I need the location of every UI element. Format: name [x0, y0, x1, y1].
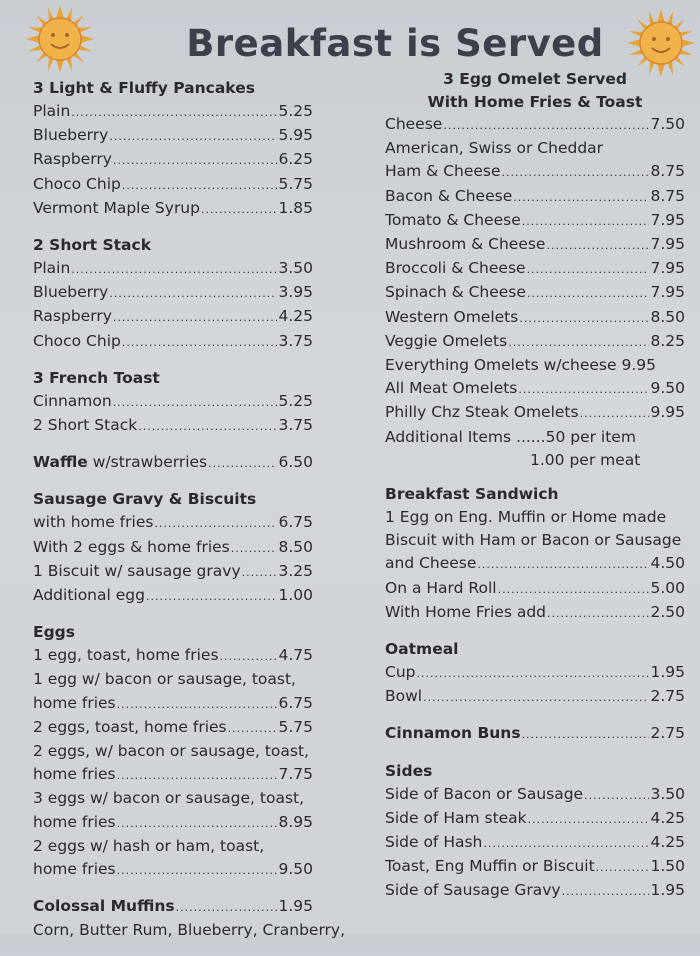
dot-leader	[584, 784, 649, 807]
section-title: Eggs	[33, 623, 76, 642]
item-name: Additional egg	[33, 586, 145, 605]
item-name: home fries	[33, 860, 116, 879]
item-name: Vermont Maple Syrup	[33, 198, 200, 217]
right-column	[385, 68, 685, 917]
eggs-section	[33, 621, 313, 882]
item-name: Choco Chip	[33, 331, 121, 350]
dot-leader	[527, 282, 650, 305]
section-title: 3 Light & Fluffy Pancakes	[33, 79, 255, 97]
item-price: 7.75	[278, 765, 313, 784]
item-name: Cheese	[385, 115, 443, 133]
item-name: All Meat Omelets	[385, 379, 518, 398]
menu-item	[385, 807, 685, 831]
item-price: 8.25	[650, 331, 685, 350]
item-name: Colossal Muffins	[33, 897, 175, 916]
menu-item	[33, 124, 313, 148]
item-price: 5.25	[278, 102, 313, 120]
dot-leader	[146, 585, 278, 608]
oatmeal-section	[385, 638, 685, 709]
item-name: and Cheese	[385, 554, 477, 573]
dot-leader	[231, 537, 278, 560]
dot-leader	[483, 832, 649, 855]
menu-item	[33, 173, 313, 197]
item-name: Broccoli & Cheese	[385, 259, 526, 278]
item-name: Cup	[385, 663, 416, 682]
item-price: 8.75	[650, 162, 685, 181]
menu-item	[33, 414, 313, 438]
pancakes-section	[33, 77, 313, 221]
item-price: 4.25	[278, 307, 313, 326]
item-price: 8.50	[278, 537, 313, 556]
item-price: 6.75	[278, 513, 313, 532]
item-price: 7.95	[650, 235, 685, 254]
dot-leader	[596, 856, 650, 879]
dot-leader	[117, 693, 278, 716]
item-price: 2.50	[650, 602, 685, 621]
item-price: 4.75	[278, 646, 313, 665]
item-name: With 2 eggs & home fries	[33, 537, 230, 556]
item-description: Biscuit with Ham or Bacon or Sausage	[385, 531, 682, 550]
item-description: 2 eggs w/ hash or ham, toast,	[33, 836, 265, 855]
section-subtitle: With Home Fries & Toast	[427, 92, 643, 111]
item-price: 6.25	[278, 150, 313, 169]
item-price: 5.75	[278, 717, 313, 736]
item-name: Cinnamon	[33, 391, 112, 410]
item-name: Side of Sausage Gravy	[385, 881, 561, 900]
item-description: Corn, Butter Rum, Blueberry, Cranberry,	[33, 921, 346, 940]
item-price: 7.95	[650, 283, 685, 302]
menu-title: Breakfast is Served	[186, 22, 604, 65]
menu-item	[33, 560, 313, 584]
item-name: Tomato & Cheese	[385, 210, 521, 229]
item-name: Side of Bacon or Sausage	[385, 784, 584, 803]
menu-item	[385, 879, 685, 903]
menu-item	[385, 401, 685, 425]
dot-leader	[117, 859, 278, 882]
item-price: 8.75	[650, 186, 685, 205]
item-name: Blueberry	[33, 283, 109, 302]
item-price: 6.50	[278, 453, 313, 472]
item-name: Raspberry	[33, 307, 112, 326]
item-name: Mushroom & Cheese	[385, 235, 546, 254]
menu-item	[33, 811, 313, 835]
item-price: 4.50	[650, 554, 685, 573]
item-price: 4.25	[650, 808, 685, 827]
item-name: Side of Hash	[385, 833, 483, 852]
item-price: 3.75	[278, 416, 313, 435]
item-price: 9.50	[278, 860, 313, 879]
item-name: 2 eggs, toast, home fries	[33, 717, 227, 736]
menu-item	[385, 306, 685, 330]
short-stack-section	[33, 234, 313, 354]
dot-leader	[522, 210, 650, 233]
waffle-section	[33, 451, 313, 475]
menu-item	[385, 577, 685, 601]
menu-item	[385, 831, 685, 855]
dot-leader	[443, 114, 649, 137]
muffins-section	[33, 895, 346, 942]
item-price: 1.95	[650, 663, 685, 682]
dot-leader	[122, 331, 278, 354]
item-name: home fries	[33, 812, 116, 831]
dot-leader	[502, 161, 650, 184]
dot-leader	[580, 402, 650, 425]
section-title: Breakfast Sandwich	[385, 485, 559, 504]
menu-item	[385, 855, 685, 879]
item-name: 2 Short Stack	[33, 416, 138, 435]
item-name: Bacon & Cheese	[385, 186, 513, 205]
item-price: 1.85	[278, 198, 313, 217]
menu-item	[385, 281, 685, 305]
menu-item	[385, 685, 685, 709]
item-price: 3.50	[650, 784, 685, 803]
item-price: 2.75	[650, 724, 685, 743]
menu-item	[33, 584, 313, 608]
menu-item	[33, 511, 313, 535]
item-name: Veggie Omelets	[385, 331, 508, 350]
item-price: 7.50	[650, 115, 685, 133]
dot-leader	[228, 717, 278, 740]
item-name: With Home Fries add	[385, 602, 547, 621]
item-name: Side of Ham steak	[385, 808, 527, 827]
left-column	[33, 77, 346, 956]
section-title: 3 French Toast	[33, 368, 160, 387]
item-price: 5.75	[278, 174, 313, 193]
dot-leader	[71, 258, 277, 281]
dot-leader	[546, 234, 649, 257]
section-title: Oatmeal	[385, 640, 459, 659]
menu-item	[33, 390, 313, 414]
item-name: Blueberry	[33, 126, 109, 145]
item-price: 9.50	[650, 379, 685, 398]
item-name: Spinach & Cheese	[385, 283, 526, 302]
dot-leader	[498, 578, 650, 601]
item-name: Ham & Cheese	[385, 162, 501, 181]
menu-item	[33, 763, 313, 787]
item-name: Plain	[33, 259, 71, 278]
section-title: Sausage Gravy & Biscuits	[33, 490, 257, 509]
item-price: 3.75	[278, 331, 313, 350]
dot-leader	[242, 561, 278, 584]
menu-item	[385, 209, 685, 233]
menu-item	[33, 100, 313, 124]
dot-leader	[513, 186, 649, 209]
gravy-section	[33, 488, 313, 608]
dot-leader	[417, 662, 650, 685]
item-name: 1 egg, toast, home fries	[33, 646, 219, 665]
item-price: 4.25	[650, 833, 685, 852]
menu-item	[385, 783, 685, 807]
item-name: Cinnamon Buns	[385, 724, 521, 743]
dot-leader	[117, 764, 278, 787]
sides-section	[385, 760, 685, 904]
menu-item	[385, 185, 685, 209]
item-description: American, Swiss or Cheddar	[385, 139, 604, 158]
item-description: 1 egg w/ bacon or sausage, toast,	[33, 670, 296, 689]
item-price: 5.95	[278, 126, 313, 145]
item-price: 6.75	[278, 693, 313, 712]
dot-leader	[154, 512, 277, 535]
dot-leader	[522, 723, 650, 746]
item-name: Philly Chz Steak Omelets	[385, 403, 579, 422]
dot-leader	[109, 282, 277, 305]
item-price: 5.25	[278, 391, 313, 410]
item-name: home fries	[33, 765, 116, 784]
dot-leader	[562, 880, 650, 903]
item-price: 7.95	[650, 210, 685, 229]
additional-meat: 1.00 per meat	[530, 450, 641, 469]
sandwich-section	[385, 483, 685, 625]
menu-item	[33, 197, 313, 221]
menu-item	[33, 895, 313, 919]
menu-item	[385, 233, 685, 257]
menu-item	[385, 377, 685, 401]
menu-item	[385, 661, 685, 685]
dot-leader	[519, 307, 649, 330]
omelet-section	[385, 68, 685, 472]
menu-item	[385, 330, 685, 354]
item-name: Bowl	[385, 687, 423, 706]
menu-item-everything: Everything Omelets w/cheese 9.95	[385, 356, 656, 375]
item-name: with home fries	[33, 513, 154, 532]
dot-leader	[113, 149, 278, 172]
waffle-note: w/strawberries	[87, 453, 208, 472]
item-price: 7.95	[650, 259, 685, 278]
waffle-title: Waffle	[33, 453, 88, 472]
dot-leader	[138, 415, 277, 438]
item-description: 2 eggs, w/ bacon or sausage, toast,	[33, 742, 309, 761]
dot-leader	[528, 808, 650, 831]
menu-item	[385, 601, 685, 625]
item-name: Western Omelets	[385, 307, 519, 326]
menu-item	[33, 858, 313, 882]
item-price: 8.95	[278, 812, 313, 831]
dot-leader	[477, 553, 649, 576]
dot-leader	[508, 331, 649, 354]
item-price: 1.00	[278, 586, 313, 605]
dot-leader	[518, 378, 649, 401]
dot-leader	[113, 306, 278, 329]
buns-section	[385, 722, 685, 746]
menu-item	[33, 716, 313, 740]
item-name: 1 Biscuit w/ sausage gravy	[33, 561, 241, 580]
section-title: Sides	[385, 761, 433, 780]
dot-leader	[109, 125, 277, 148]
item-name: Raspberry	[33, 150, 112, 169]
menu-item	[33, 257, 313, 281]
menu-item	[33, 148, 313, 172]
item-price: 3.50	[278, 259, 313, 278]
menu-item	[33, 281, 313, 305]
dot-leader	[113, 391, 278, 414]
dot-leader	[117, 812, 278, 835]
item-name: On a Hard Roll	[385, 578, 497, 597]
menu-item	[385, 257, 685, 281]
dot-leader	[220, 645, 278, 668]
dot-leader	[208, 452, 277, 475]
additional-items: Additional Items ......50 per item	[385, 427, 636, 446]
menu-item	[33, 692, 313, 716]
item-name: Choco Chip	[33, 174, 121, 193]
item-name: home fries	[33, 693, 116, 712]
menu-item	[385, 160, 685, 184]
menu-item	[33, 330, 313, 354]
dot-leader	[71, 101, 277, 124]
section-title: 3 Egg Omelet Served	[443, 70, 627, 88]
item-name	[33, 451, 207, 474]
menu-item	[385, 722, 685, 746]
dot-leader	[122, 174, 278, 197]
item-name: Toast, Eng Muffin or Biscuit	[385, 857, 595, 876]
item-price: 3.95	[278, 283, 313, 302]
item-price: 8.50	[650, 307, 685, 326]
menu-item	[385, 113, 685, 137]
dot-leader	[176, 896, 278, 919]
menu-item	[385, 552, 685, 576]
menu-item	[33, 305, 313, 329]
dot-leader	[527, 258, 650, 281]
menu-item	[33, 644, 313, 668]
item-price: 3.25	[278, 561, 313, 580]
item-price: 5.00	[650, 578, 685, 597]
item-name: Plain	[33, 102, 71, 120]
item-price: 1.95	[650, 881, 685, 900]
item-price: 2.75	[650, 687, 685, 706]
dot-leader	[423, 686, 649, 709]
item-description: 1 Egg on Eng. Muffin or Home made	[385, 508, 667, 527]
dot-leader	[201, 198, 278, 221]
french-toast-section	[33, 367, 313, 438]
menu-item	[33, 536, 313, 560]
item-price: 9.95	[650, 403, 685, 422]
dot-leader	[547, 602, 649, 625]
item-price: 1.50	[650, 857, 685, 876]
item-description: 3 eggs w/ bacon or sausage, toast,	[33, 789, 305, 808]
menu-item	[33, 451, 313, 475]
item-price: 1.95	[278, 897, 313, 916]
section-title: 2 Short Stack	[33, 236, 152, 255]
